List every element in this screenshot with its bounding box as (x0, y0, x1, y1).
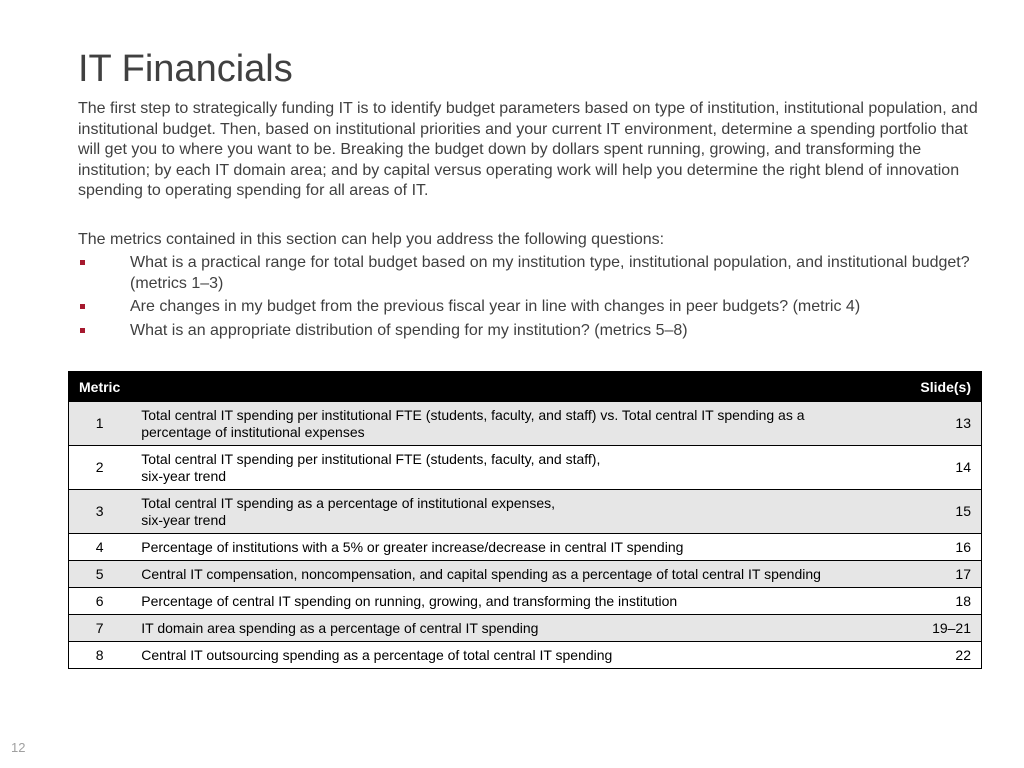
intro-paragraph: The first step to strategically funding IT is to identify budget parameters based on type of institution, institutional population, and institutional budget. Then, based on institutional priorities and your current IT environment, determine a spending portfolio that will get you to where you want to be. Breaking the budget down by dollars spent running, growing, and transforming the institution; by each IT domain area; and by capital versus operating work will help you determine the right blend of innovation spending to operating spending for all areas of IT. (78, 100, 978, 199)
metric-slides: 14 (902, 446, 982, 490)
question-item (78, 321, 978, 342)
question-item (78, 253, 978, 294)
table-row (69, 615, 982, 642)
table-row (69, 402, 982, 446)
metric-number: 5 (69, 561, 131, 588)
page-number: 12 (11, 740, 26, 755)
slides-column-header: Slide(s) (902, 372, 982, 402)
metric-number: 3 (69, 490, 131, 534)
metric-description (130, 490, 901, 534)
page-title: IT Financials (78, 48, 293, 90)
table-header-row (69, 372, 982, 402)
square-bullet-icon (80, 260, 85, 265)
question-text: Are changes in my budget from the previous fiscal year in line with changes in peer budgets? (metric 4) (130, 298, 861, 315)
table-row (69, 534, 982, 561)
description-line: Total central IT spending per institutional FTE (students, faculty, and staff), (141, 450, 601, 467)
metric-number: 6 (69, 588, 131, 615)
metric-number: 1 (69, 402, 131, 446)
metric-slides: 17 (902, 561, 982, 588)
table-row (69, 588, 982, 615)
metric-slides: 22 (902, 642, 982, 669)
metric-slides: 13 (902, 402, 982, 446)
question-list (78, 253, 978, 344)
square-bullet-icon (80, 328, 85, 333)
questions-lead: The metrics contained in this section can help you address the following questions: (78, 231, 665, 248)
metric-column-header: Metric (69, 372, 131, 402)
metric-number: 2 (69, 446, 131, 490)
metric-number: 4 (69, 534, 131, 561)
description-line: six-year trend (141, 511, 227, 528)
metrics-table (68, 371, 982, 669)
table-row (69, 561, 982, 588)
metric-description: Percentage of central IT spending on running, growing, and transforming the institution (130, 588, 901, 615)
description-line: percentage of institutional expenses (141, 423, 365, 440)
question-item (78, 297, 978, 318)
metric-slides: 19–21 (902, 615, 982, 642)
table-row (69, 490, 982, 534)
metric-description: Central IT outsourcing spending as a percentage of total central IT spending (130, 642, 901, 669)
metric-number: 8 (69, 642, 131, 669)
metric-description: Percentage of institutions with a 5% or greater increase/decrease in central IT spending (130, 534, 901, 561)
question-text: What is an appropriate distribution of spending for my institution? (metrics 5–8) (130, 321, 688, 339)
description-column-header (130, 372, 901, 402)
metric-slides: 18 (902, 588, 982, 615)
metric-description: IT domain area spending as a percentage of central IT spending (130, 615, 901, 642)
table-row (69, 642, 982, 669)
square-bullet-icon (80, 304, 85, 309)
question-text: What is a practical range for total budget based on my institution type, institutional population, and institutional budget? (metrics 1–3) (130, 254, 970, 292)
metric-description (130, 402, 901, 446)
description-line: Total central IT spending per institutional FTE (students, faculty, and staff) vs. Total central IT spending as a (141, 406, 805, 423)
description-line: six-year trend (141, 467, 227, 484)
description-line: Total central IT spending as a percentage of institutional expenses, (141, 494, 556, 511)
table-row (69, 446, 982, 490)
metric-description: Central IT compensation, noncompensation, and capital spending as a percentage of total central IT spending (130, 561, 901, 588)
metric-number: 7 (69, 615, 131, 642)
metric-slides: 16 (902, 534, 982, 561)
metric-description (130, 446, 901, 490)
metric-slides: 15 (902, 490, 982, 534)
